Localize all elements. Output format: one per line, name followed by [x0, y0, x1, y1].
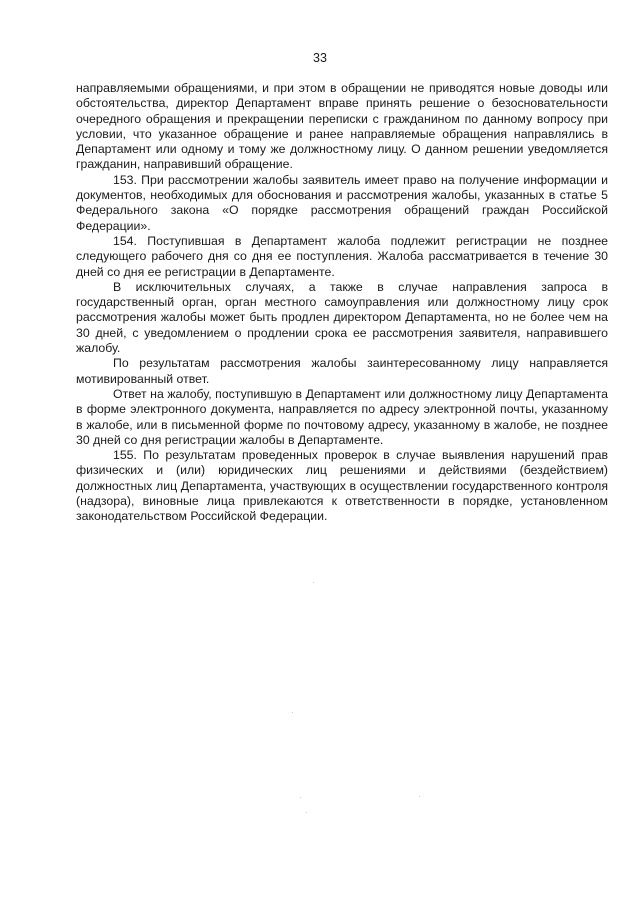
paragraph-exceptional-cases: В исключительных случаях, а также в случае направления запроса в государственный орган, орган местного самоуправления или должностному лицу срок рассмотрения жалобы может быть продлен директором Департамента, но не более чем на 30 дней, с уведомлением о продлении срока ее рассмотрения заявителя, направившего жалобу.	[76, 279, 608, 356]
paragraph-continuation: направляемыми обращениями, и при этом в обращении не приводятся новые доводы или обстоятельства, директор Департамент вправе принять решение о безосновательности очередного обращения и прекращении переписки с гражданином по данному вопросу при условии, что указанное обращение и ранее направляемые обращения направлялись в Департамент или одному и тому же должностному лицу. О данном решении уведомляется гражданин, направивший обращение.	[76, 81, 608, 172]
page-number: 33	[313, 51, 327, 65]
scan-speck	[419, 796, 420, 797]
paragraph-motivated-answer: По результатам рассмотрения жалобы заинтересованному лицу направляется мотивированный ответ.	[76, 356, 608, 386]
document-body	[76, 81, 608, 525]
paragraph-154: 154. Поступившая в Департамент жалоба подлежит регистрации не позднее следующего рабочего дня со дня ее поступления. Жалоба рассматривается в течение 30 дней со дня ее регистрации в Департаменте.	[76, 233, 608, 279]
scan-speck	[313, 582, 314, 583]
scan-speck	[306, 812, 307, 813]
scan-speck	[292, 712, 293, 713]
paragraph-155: 155. По результатам проведенных проверок в случае выявления нарушений прав физических и (или) юридических лиц решениями и действиями (бездействием) должностных лиц Департамента, участвующих в осуществлении государственного контроля (надзора), виновные лица привлекаются к ответственности в порядке, установленном законодательством Российской Федерации.	[76, 448, 608, 524]
paragraph-electronic-answer: Ответ на жалобу, поступившую в Департамент или должностному лицу Департамента в форме электронного документа, направляется по адресу электронной почты, указанному в жалобе, или в письменной форме по почтовому адресу, указанному в жалобе, не позднее 30 дней со дня регистрации жалобы в Департаменте.	[76, 386, 608, 447]
scan-speck	[300, 797, 301, 798]
paragraph-153: 153. При рассмотрении жалобы заявитель имеет право на получение информации и документов, необходимых для обоснования и рассмотрения жалобы, указанных в статье 5 Федерального закона «О порядке рассмотрения обращений граждан Российской Федерации».	[76, 172, 608, 233]
